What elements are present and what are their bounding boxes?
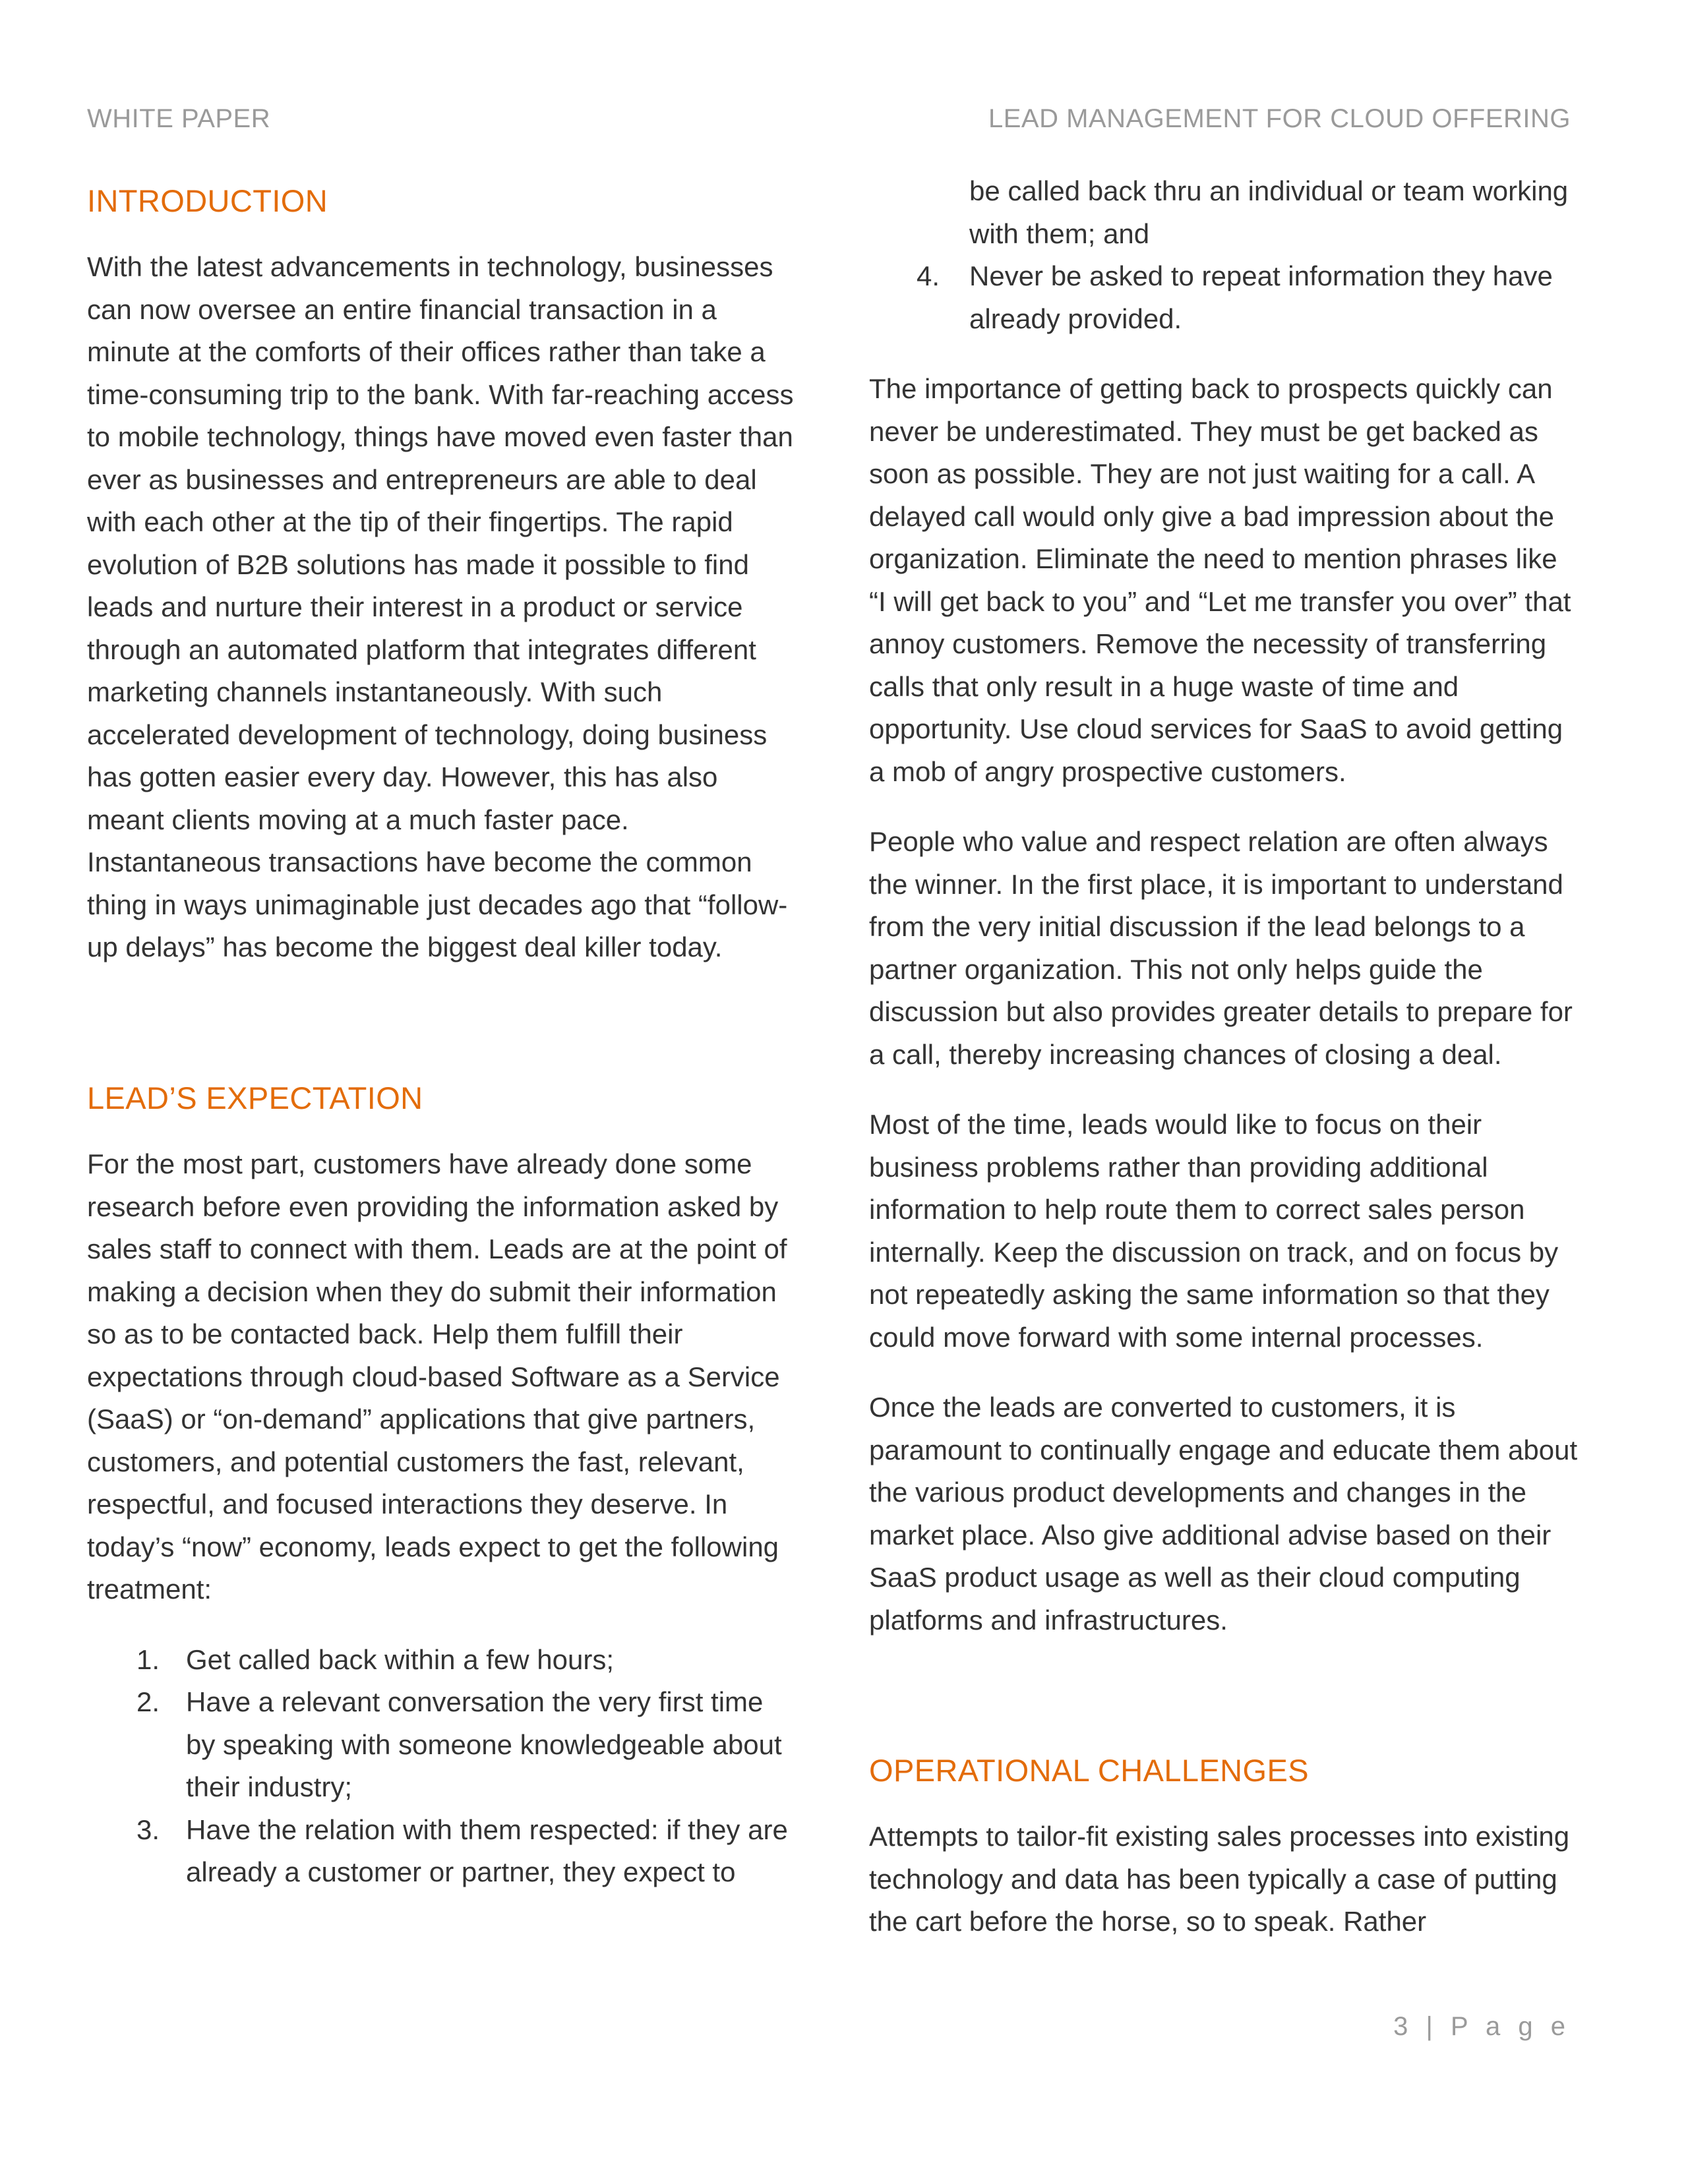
right-paragraph-4: Once the leads are converted to customers, it is paramount to continually engage and educate them about the various product developments and changes in the market place. Also give additional advise based on their SaaS product usage as well as their cloud computing platforms and infrastructures. [869, 1392, 1578, 1636]
introduction-heading: INTRODUCTION [87, 183, 328, 218]
leads-expectation-paragraph: For the most part, customers have already done some research before even providing the information asked by sales staff to connect with them. Leads are at the point of making a decision when they do submit their information so as to be contacted back. Help them fulfill their expectations through cloud-based Software as a Service (SaaS) or “on-demand” applications that give partners, customers, and potential customers the fast, relevant, respectful, and focused interactions they deserve. In today’s “now” economy, leads expect to get the following treatment: [87, 1148, 787, 1605]
list-number: 3. [136, 1814, 160, 1845]
right-paragraph-3: Most of the time, leads would like to focus on their business problems rather than providing additional information to help route them to correct sales person internally. Keep the discussion on track, and on focus by not repeatedly asking the same information so that they could move forward with some internal processes. [869, 1109, 1559, 1353]
list-number: 1. [136, 1643, 160, 1675]
right-paragraph-2: People who value and respect relation are often always the winner. In the first place, it is important to understand from the very initial discussion if the lead belongs to a partner organization. This not only helps guide the discussion but also provides greater details to prepare for a call, thereby increasing chances of closing a deal. [869, 826, 1573, 1070]
list-text: Have the relation with them respected: if they are already a customer or partner, they expect to [186, 1814, 788, 1888]
list-item-continuation: be called back thru an individual or team working with them; and [969, 175, 1569, 249]
list-number: 2. [136, 1686, 160, 1718]
header-right: LEAD MANAGEMENT FOR CLOUD OFFERING [988, 104, 1571, 133]
list-number: 4. [917, 260, 940, 291]
list-item [869, 255, 1581, 340]
list-text: Get called back within a few hours; [186, 1643, 614, 1675]
expectation-list-continued [869, 255, 1581, 340]
right-column [869, 170, 1581, 1943]
page-number: 3 | P a g e [1393, 2012, 1571, 2041]
list-text: Never be asked to repeat information they have already provided. [969, 260, 1553, 334]
leads-expectation-heading: LEAD’S EXPECTATION [87, 1080, 423, 1115]
introduction-paragraph: With the latest advancements in technology, businesses can now oversee an entire financial transaction in a minute at the comforts of their offices rather than take a time-consuming trip to the bank. With far-reaching access to mobile technology, things have moved even faster than ever as businesses and entrepreneurs are able to deal with each other at the tip of their fingertips. The rapid evolution of B2B solutions has made it possible to find leads and nurture their interest in a product or service through an automated platform that integrates different marketing channels instantaneously. With such accelerated development of technology, doing business has gotten easier every day. However, this has also meant clients moving at a much faster pace. Instantaneous transactions have become the common thing in ways unimaginable just decades ago that “follow-up delays” has become the biggest deal killer today. [87, 251, 794, 963]
expectation-list [87, 1639, 799, 1894]
list-item [87, 1809, 799, 1894]
left-column [87, 183, 799, 1894]
operational-challenges-heading: OPERATIONAL CHALLENGES [869, 1753, 1309, 1788]
list-item [87, 1639, 799, 1682]
operational-challenges-paragraph: Attempts to tailor-fit existing sales processes into existing technology and data has been typically a case of putting the cart before the horse, so to speak. Rather [869, 1821, 1570, 1937]
header-left: WHITE PAPER [87, 104, 271, 133]
list-item [87, 1681, 799, 1809]
right-paragraph-1: The importance of getting back to prospects quickly can never be underestimated. They must be get backed as soon as possible. They are not just waiting for a call. A delayed call would only give a bad impression about the organization. Eliminate the need to mention phrases like “I will get back to you” and “Let me transfer you over” that annoy customers. Remove the necessity of transferring calls that only result in a huge waste of time and opportunity. Use cloud services for SaaS to avoid getting a mob of angry prospective customers. [869, 373, 1571, 787]
list-text: Have a relevant conversation the very first time by speaking with someone knowledgeable about their industry; [186, 1686, 782, 1803]
